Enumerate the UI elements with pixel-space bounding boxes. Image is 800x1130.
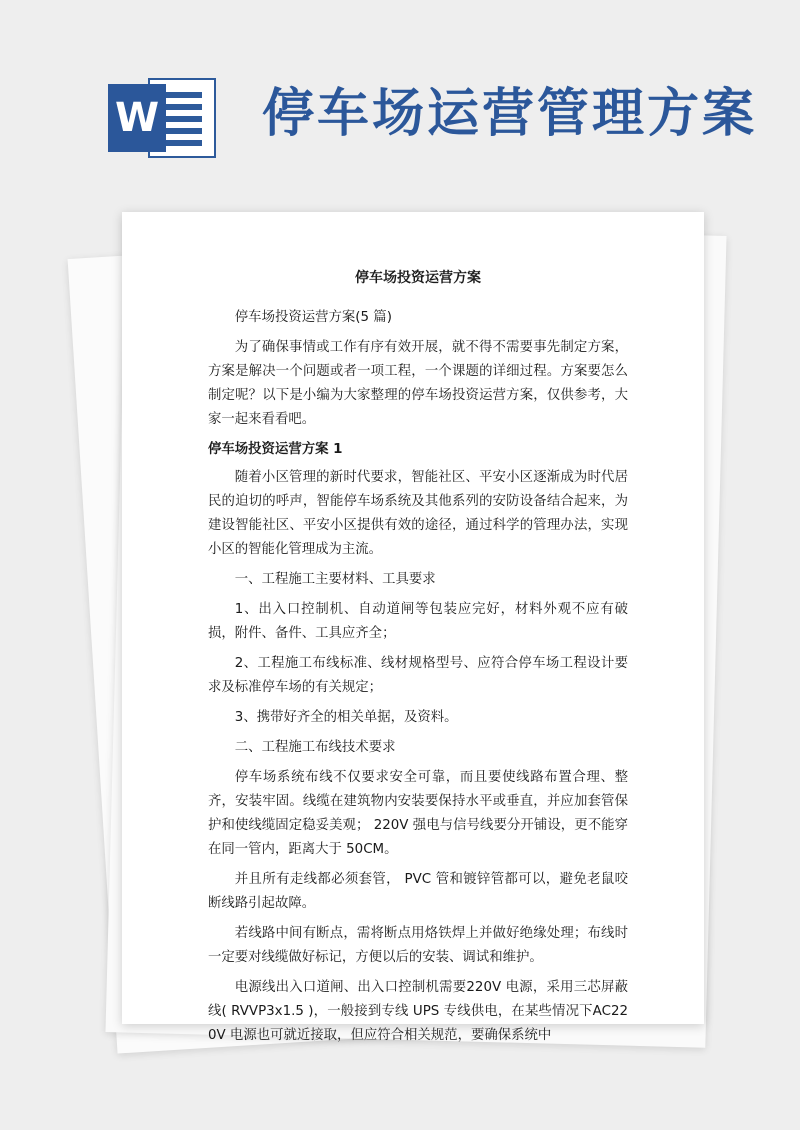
banner-title: 停车场运营管理方案 [262, 84, 758, 144]
body-paragraph: 3、携带好齐全的相关单据，及资料。 [234, 710, 458, 725]
body-paragraph: 电源线出入口道闸、出入口控制机需要220V 电源，采用三芯屏蔽线( RVVP3x1.5 )，一般接到专线 UPS 专线供电，在某些情况下AC220V 电源也可就近接取，但应符合相关规范，要确保系统中 [208, 980, 628, 1043]
body-paragraph: 并且所有走线都必须套管， PVC 管和镀锌管都可以，避免老鼠咬断线路引起故障。 [208, 872, 628, 911]
body-paragraph: 一、工程施工主要材料、工具要求 [234, 572, 436, 587]
body-paragraph: 停车场投资运营方案(5 篇) [234, 310, 392, 325]
section-heading: 停车场投资运营方案 1 [208, 442, 343, 457]
body-paragraph: 1、出入口控制机、自动道闸等包装应完好，材料外观不应有破损，附件、备件、工具应齐全； [208, 602, 628, 641]
word-icon-line [160, 104, 202, 110]
word-icon-line [160, 116, 202, 122]
word-icon-letter: W [108, 84, 166, 152]
body-paragraph: 若线路中间有断点，需将断点用烙铁焊上并做好绝缘处理；布线时一定要对线缆做好标记，方便以后的安装、调试和维护。 [208, 926, 628, 965]
word-document-icon [108, 78, 216, 158]
body-paragraph: 2、工程施工布线标准、线材规格型号、应符合停车场工程设计要求及标准停车场的有关规定； [208, 656, 628, 695]
body-paragraph: 随着小区管理的新时代要求，智能社区、平安小区逐渐成为时代居民的迫切的呼声，智能停车场系统及其他系列的安防设备结合起来，为建设智能社区、平安小区提供有效的途径，通过科学的管理办法，实现小区的智能化管理成为主流。 [208, 470, 628, 557]
body-paragraph: 停车场系统布线不仅要求安全可靠，而且要使线路布置合理、整齐，安装牢固。线缆在建筑物内安装要保持水平或垂直，并应加套管保护和使线缆固定稳妥美观； 220V 强电与信号线要分开铺设，更不能穿在同一管内，距离大于 50CM。 [208, 770, 628, 857]
document-page [122, 212, 704, 1043]
banner-header [0, 0, 800, 190]
document-content [208, 266, 628, 1054]
word-icon-line [160, 140, 202, 146]
word-icon-line [160, 128, 202, 134]
body-paragraph: 为了确保事情或工作有序有效开展，就不得不需要事先制定方案，方案是解决一个问题或者一项工程，一个课题的详细过程。方案要怎么制定呢？以下是小编为大家整理的停车场投资运营方案，仅供参考，大家一起来看看吧。 [208, 340, 628, 427]
word-icon-line [160, 92, 202, 98]
body-paragraph: 二、工程施工布线技术要求 [234, 740, 396, 755]
document-title: 停车场投资运营方案 [355, 270, 481, 286]
